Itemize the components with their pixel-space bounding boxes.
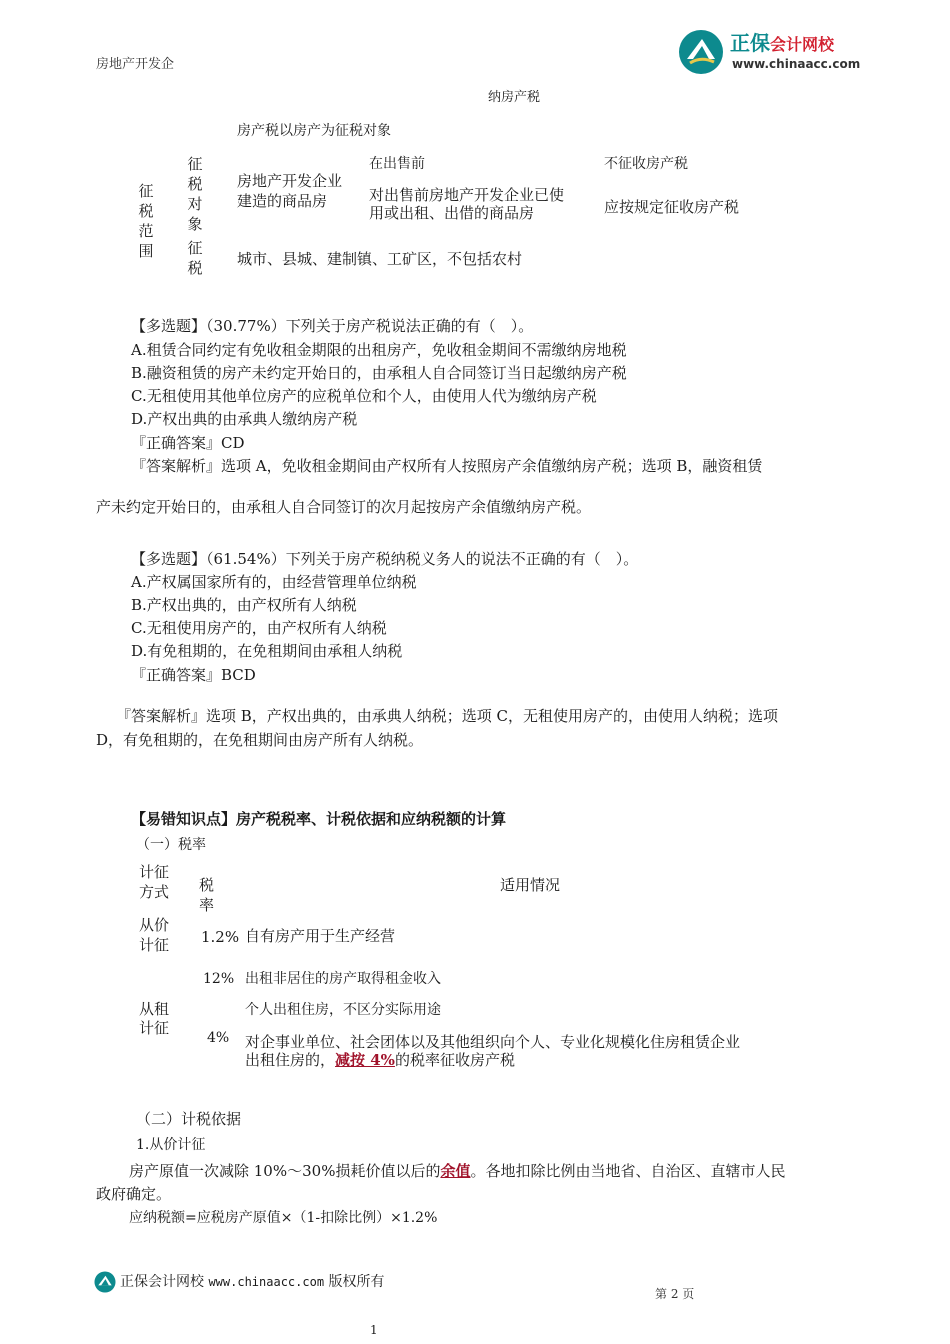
basis-para-pre: 房产原值一次减除 10%～30%损耗价值以后的	[129, 1162, 441, 1180]
row1-scope: 自有房产用于生产经营	[245, 927, 396, 945]
reduced-rate-highlight: 减按 4%	[335, 1051, 395, 1069]
q2-option-b: B.产权出典的，由产权所有人纳税	[131, 596, 357, 614]
header-logo	[678, 29, 878, 75]
footer-page-label: 第 2 页	[655, 1287, 695, 1301]
row2-scope-c2-pre: 出租住房的，	[245, 1051, 336, 1069]
range-label: 征税范围	[138, 182, 154, 260]
chinaacc-logo-small-icon	[94, 1271, 116, 1293]
q2-option-d: D.有免租期的，在免租期间由承租人纳税	[131, 642, 403, 660]
footer-brand-name: 正保会计网校	[120, 1274, 204, 1290]
row2-scope-c1: 对企事业单位、社会团体以及其他组织向个人、专业化规模化住房租赁企业	[245, 1033, 741, 1051]
q1-option-c: C.无租使用其他单位房产的应税单位和个人，由使用人代为缴纳房产税	[131, 387, 597, 405]
q2-option-a: A.产权属国家所有的，由经营管理单位纳税	[131, 573, 417, 591]
basis-para-post: 。各地扣除比例由当地省、自治区、直辖市人民	[470, 1162, 786, 1180]
basis-subheading: （二）计税依据	[136, 1110, 242, 1128]
rent-text: 对出售前房地产开发企业已使用或出租、出借的商品房	[369, 186, 565, 222]
q1-option-a: A.租赁合同约定有免收租金期限的出租房产，免收租金期间不需缴纳房地税	[131, 341, 627, 359]
table1-caption: 纳房产税	[488, 90, 541, 105]
q2-analysis-1: 『答案解析』选项 B，产权出典的，由承典人纳税；选项 C，无租使用房产的，由使用人纳税；选项	[116, 707, 779, 725]
section-title-prefix: 【易错知识点】	[131, 810, 237, 828]
q2-analysis-2: D，有免租期的，在免租期间由房产所有人纳税。	[96, 731, 424, 749]
no-tax: 不征收房产税	[604, 156, 688, 172]
row2-scope-c2-post: 的税率征收房产税	[394, 1051, 515, 1069]
object-text: 房地产开发企业建造的商品房	[237, 172, 343, 210]
brand-url: www.chinaacc.com	[732, 57, 861, 71]
section-title	[131, 808, 506, 830]
basis-paragraph-1	[129, 1160, 785, 1182]
residual-value-highlight: 余值	[440, 1162, 471, 1180]
q1-option-d: D.产权出典的由承典人缴纳房产税	[131, 410, 358, 428]
rate-subheading: （一）税率	[136, 837, 206, 853]
row2-method: 从租计征	[138, 1000, 169, 1037]
row1-method: 从价计征	[138, 916, 169, 954]
row1-rate: 1.2%	[201, 928, 240, 946]
footer-url: www.chinaacc.com	[208, 1275, 325, 1289]
section-title-main: 房产税税率、计税依据和应纳税额的计算	[236, 810, 507, 828]
page-number: 1	[370, 1323, 378, 1337]
basis-formula: 应纳税额=应税房产原值×（1-扣除比例）×1.2%	[129, 1210, 438, 1226]
region-text: 城市、县城、建制镇、工矿区，不包括农村	[237, 250, 523, 268]
table1-subtitle: 房产税以房产为征税对象	[237, 123, 391, 139]
footer-rights: 版权所有	[328, 1274, 385, 1290]
row2-rate-a: 12%	[203, 971, 235, 987]
method-header: 计征方式	[138, 863, 169, 901]
q1-analysis-1: 『答案解析』选项 A，免收租金期间由产权所有人按照房产余值缴纳房产税；选项 B，融资租赁	[131, 457, 763, 475]
row2-scope-b: 个人出租住房，不区分实际用途	[245, 1002, 441, 1018]
q1-analysis-2: 产未约定开始日的，由承租人自合同签订的次月起按房产余值缴纳房产税。	[96, 498, 592, 516]
scope-label: 征税	[187, 239, 203, 277]
brand-name-2: 会计网校	[770, 35, 835, 54]
row2-rate-b: 4%	[207, 1030, 230, 1046]
row2-scope-a: 出租非居住的房产取得租金收入	[245, 971, 441, 987]
q1-option-b: B.融资租赁的房产未约定开始日的，由承租人自合同签订当日起缴纳房产税	[131, 364, 627, 382]
chinaacc-logo-icon	[678, 29, 724, 75]
corner-fragment: 房地产开发企	[96, 57, 175, 72]
before-sale: 在出售前	[369, 156, 425, 172]
should-tax: 应按规定征收房产税	[604, 198, 740, 216]
q1-answer: 『正确答案』CD	[131, 434, 245, 452]
q2-option-c: C.无租使用房产的，由产权所有人纳税	[131, 619, 387, 637]
ad-valorem-heading: 1.从价计征	[136, 1137, 206, 1153]
basis-paragraph-2: 政府确定。	[96, 1185, 172, 1203]
q2-answer: 『正确答案』BCD	[131, 666, 256, 684]
q1-title: 【多选题】（30.77%）下列关于房产税说法正确的有（ ）。	[131, 317, 534, 335]
q2-title: 【多选题】（61.54%）下列关于房产税纳税义务人的说法不正确的有（ ）。	[131, 550, 639, 568]
scope-header: 适用情况	[500, 876, 561, 894]
brand-name: 正保	[730, 31, 770, 55]
object-label: 征税对象	[187, 155, 203, 233]
row2-scope-c2	[245, 1050, 515, 1069]
rate-header: 税率	[199, 876, 215, 914]
